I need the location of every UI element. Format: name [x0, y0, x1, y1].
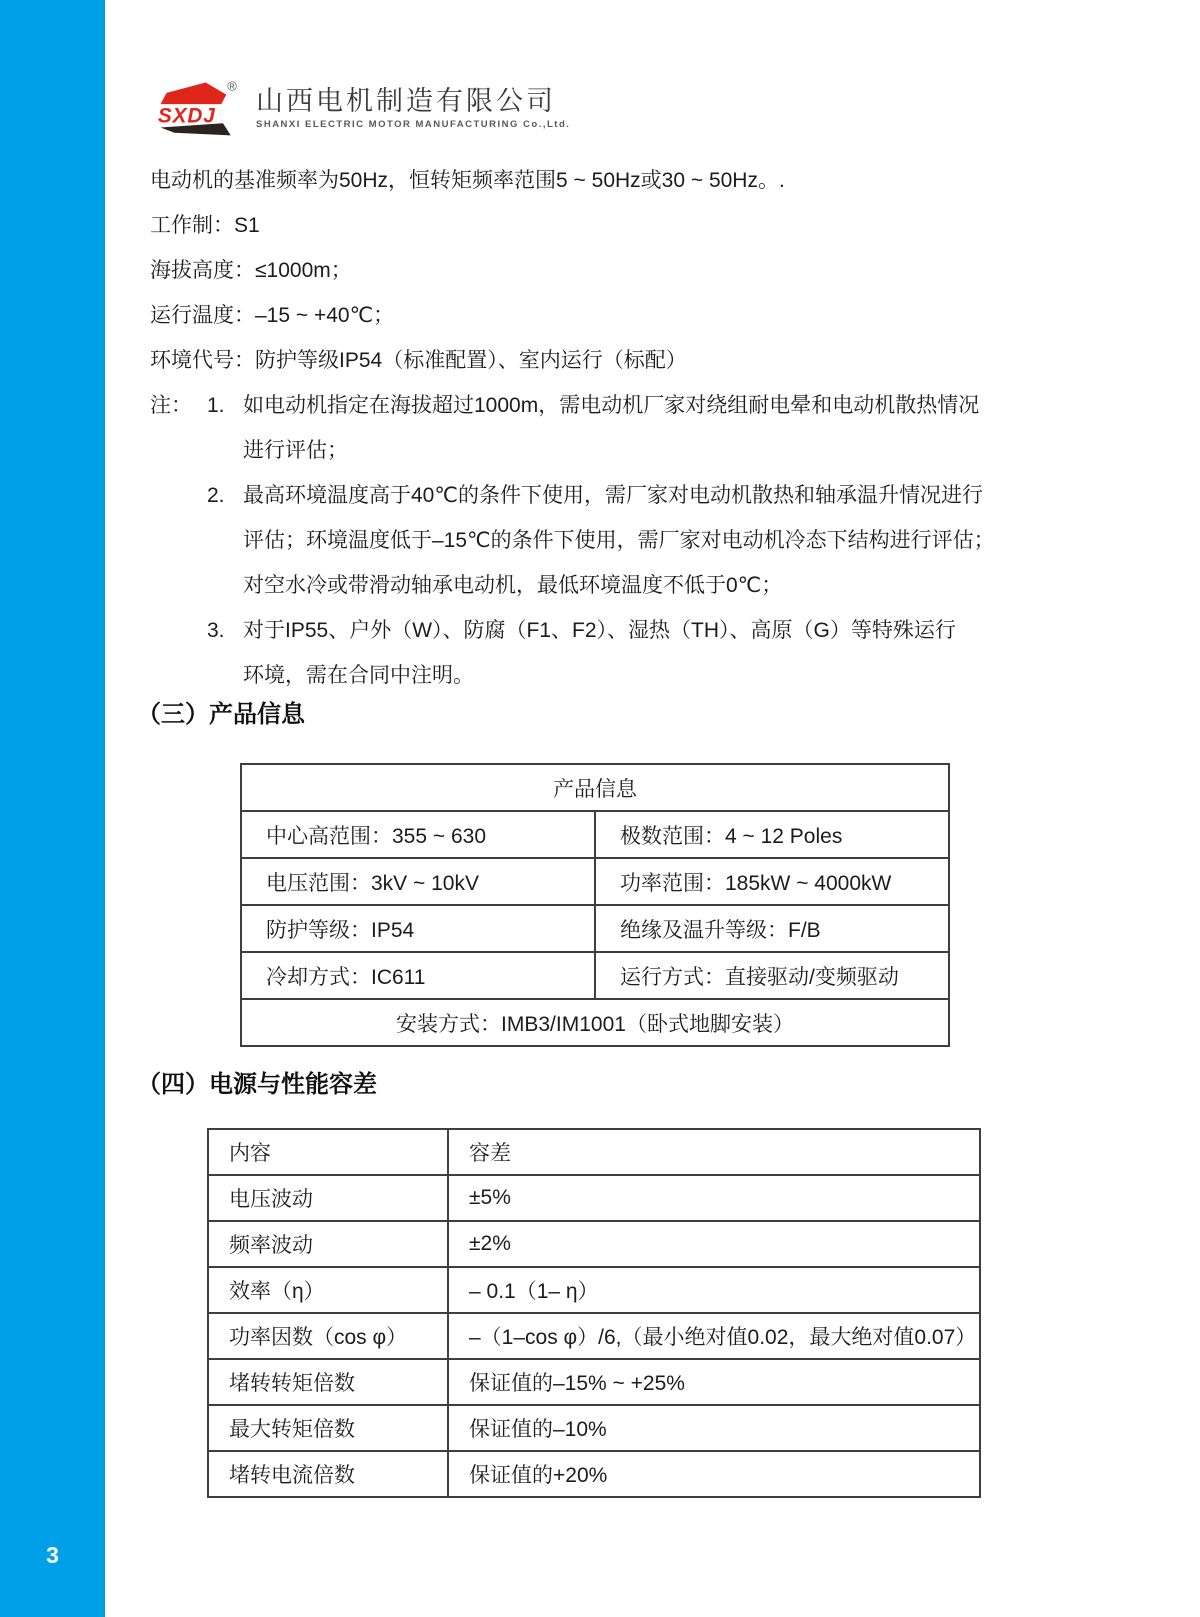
registered-trademark-symbol: ® — [227, 78, 237, 94]
left-accent-bar — [0, 0, 105, 1617]
table-cell: ±5% — [448, 1175, 980, 1221]
note-item-text: 评估；环境温度低于–15℃的条件下使用，需厂家对电动机冷态下结构进行评估； — [243, 529, 995, 552]
table-header-cell: 容差 — [448, 1129, 980, 1175]
table-row — [241, 999, 949, 1046]
table-cell: 堵转转矩倍数 — [208, 1359, 448, 1405]
note-line — [150, 383, 995, 428]
spec-duty-line: 工作制：S1 — [150, 214, 260, 237]
table-cell: –（1–cos φ）/6,（最小绝对值0.02，最大绝对值0.07） — [448, 1313, 980, 1359]
table-row — [241, 858, 949, 905]
spec-text-block — [150, 158, 995, 698]
note-label: 注： — [150, 394, 192, 417]
company-name-cn: 山西电机制造有限公司 — [256, 86, 556, 116]
table-cell: 防护等级：IP54 — [241, 905, 595, 952]
spec-environment-line: 环境代号：防护等级IP54（标准配置）、室内运行（标配） — [150, 349, 687, 372]
sxdj-logo-mark — [138, 70, 242, 140]
table-cell: – 0.1（1– η） — [448, 1267, 980, 1313]
table-cell: 功率因数（cos φ） — [208, 1313, 448, 1359]
product-table-title: 产品信息 — [241, 764, 949, 811]
logo-wordmark: SXDJ — [157, 104, 216, 128]
note-line — [150, 608, 995, 653]
company-name-en: SHANXI ELECTRIC MOTOR MANUFACTURING Co.,Ltd. — [256, 119, 571, 130]
table-row — [208, 1405, 980, 1451]
table-row — [208, 1129, 980, 1175]
note-line — [150, 518, 995, 563]
section-heading-product-info: （三）产品信息 — [137, 701, 305, 728]
table-row — [208, 1451, 980, 1497]
note-item-text: 如电动机指定在海拔超过1000m，需电动机厂家对绕组耐电晕和电动机散热情况 — [243, 394, 980, 417]
note-item-text: 最高环境温度高于40℃的条件下使用，需厂家对电动机散热和轴承温升情况进行 — [243, 484, 983, 507]
table-cell: ±2% — [448, 1221, 980, 1267]
table-row — [241, 764, 949, 811]
table-cell: 保证值的+20% — [448, 1451, 980, 1497]
table-header-cell: 内容 — [208, 1129, 448, 1175]
page-number: 3 — [46, 1542, 59, 1568]
note-line — [150, 563, 995, 608]
table-cell: 电压波动 — [208, 1175, 448, 1221]
note-line — [150, 653, 995, 698]
table-cell: 功率范围：185kW ~ 4000kW — [595, 858, 949, 905]
note-item-number: 2. — [207, 484, 225, 507]
note-item-text: 对空水冷或带滑动轴承电动机，最低环境温度不低于0℃； — [243, 574, 783, 597]
table-cell: 效率（η） — [208, 1267, 448, 1313]
product-info-table — [240, 763, 950, 1047]
table-cell: 保证值的–10% — [448, 1405, 980, 1451]
company-logo — [138, 70, 570, 140]
note-item-text: 对于IP55、户外（W）、防腐（F1、F2）、湿热（TH）、高原（G）等特殊运行 — [243, 619, 956, 642]
logo-text-block — [256, 86, 570, 130]
spec-altitude-line: 海拔高度：≤1000m； — [150, 259, 352, 282]
note-item-text: 进行评估； — [243, 439, 348, 462]
table-row — [208, 1267, 980, 1313]
table-row — [208, 1359, 980, 1405]
table-cell: 绝缘及温升等级：F/B — [595, 905, 949, 952]
spec-frequency-line: 电动机的基准频率为50Hz，恒转矩频率范围5 ~ 50Hz或30 ~ 50Hz。. — [150, 169, 785, 192]
table-cell: 堵转电流倍数 — [208, 1451, 448, 1497]
table-cell: 冷却方式：IC611 — [241, 952, 595, 999]
note-line — [150, 473, 995, 518]
note-item-number: 1. — [207, 394, 225, 417]
note-item-number: 3. — [207, 619, 225, 642]
table-row — [241, 811, 949, 858]
spec-temperature-line: 运行温度：–15 ~ +40℃； — [150, 304, 395, 327]
table-cell: 极数范围：4 ~ 12 Poles — [595, 811, 949, 858]
table-row — [241, 952, 949, 999]
table-cell: 最大转矩倍数 — [208, 1405, 448, 1451]
logo-roof-shape — [161, 82, 227, 104]
table-cell: 频率波动 — [208, 1221, 448, 1267]
table-row — [208, 1221, 980, 1267]
note-line — [150, 428, 995, 473]
product-table-footer: 安装方式：IMB3/IM1001（卧式地脚安装） — [241, 999, 949, 1046]
section-heading-tolerance: （四）电源与性能容差 — [137, 1071, 377, 1098]
table-row — [208, 1175, 980, 1221]
tolerance-table — [207, 1128, 981, 1498]
table-cell: 运行方式：直接驱动/变频驱动 — [595, 952, 949, 999]
table-row — [241, 905, 949, 952]
table-row — [208, 1313, 980, 1359]
table-cell: 中心高范围：355 ~ 630 — [241, 811, 595, 858]
table-cell: 保证值的–15% ~ +25% — [448, 1359, 980, 1405]
note-item-text: 环境，需在合同中注明。 — [243, 664, 474, 687]
table-cell: 电压范围：3kV ~ 10kV — [241, 858, 595, 905]
